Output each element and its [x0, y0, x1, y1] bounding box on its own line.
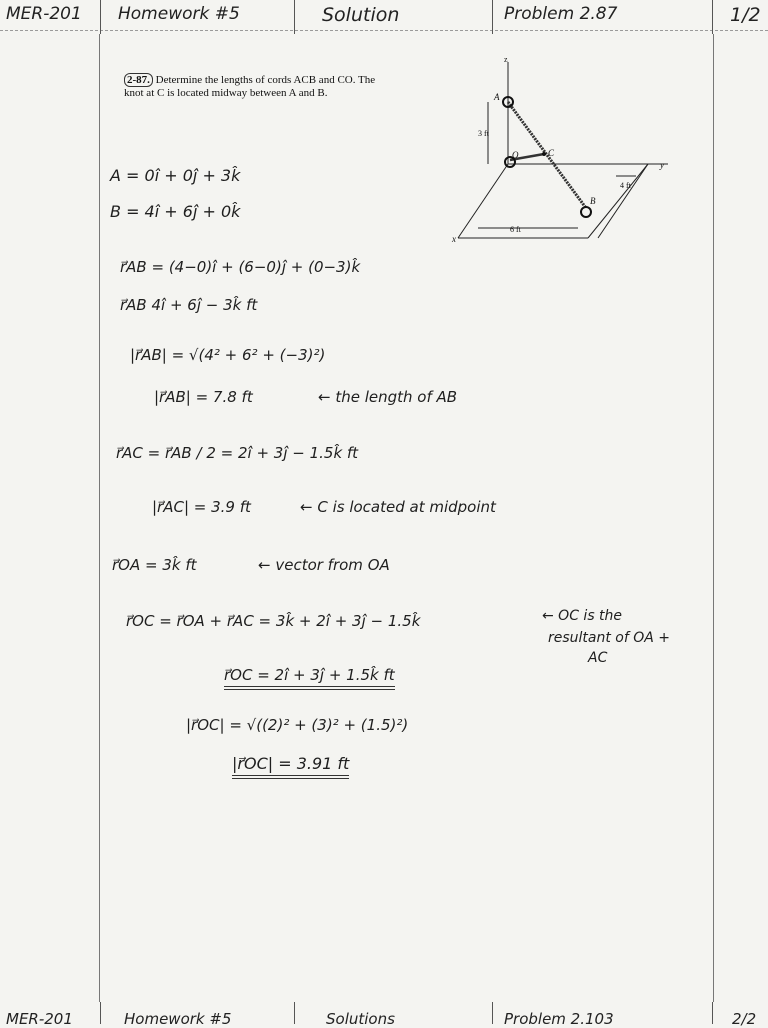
equation-r-ab: r⃗AB = (4−0)î + (6−0)ĵ + (0−3)k̂	[120, 258, 361, 276]
header-separator	[492, 0, 493, 34]
equation-magnitude-ab-value: |r⃗AB| = 7.8 ft	[154, 388, 253, 406]
page-number: 1/2	[730, 4, 761, 26]
equation-magnitude-oc: |r⃗OC| = √((2)² + (3)² + (1.5)²)	[186, 716, 409, 734]
dim-3ft-label: 3 ft	[478, 129, 489, 138]
equation-magnitude-ab: |r⃗AB| = √(4² + 6² + (−3)²)	[130, 346, 326, 364]
axis-z-label: z	[504, 55, 508, 64]
course-code: MER-201	[6, 4, 82, 24]
equation-r-oa: r⃗OA = 3k̂ ft	[112, 556, 197, 574]
footer-separator	[294, 1002, 295, 1024]
point-a-label: A	[494, 92, 500, 102]
note-midpoint: ← C is located at midpoint	[300, 498, 496, 516]
axis-x-label: x	[452, 234, 456, 244]
footer-separator	[100, 1002, 101, 1024]
footer-solution-label: Solutions	[326, 1010, 395, 1028]
footer-separator	[712, 1002, 713, 1024]
footer-homework-label: Homework #5	[124, 1010, 232, 1028]
point-o-label: O	[512, 150, 519, 160]
note-vector-oa: ← vector from OA	[258, 556, 390, 574]
equation-magnitude-ac: |r⃗AC| = 3.9 ft	[152, 498, 251, 516]
problem-label: Problem 2.87	[504, 4, 618, 24]
note-length-ab: ← the length of AB	[318, 388, 458, 406]
equation-r-ab-simplified: r⃗AB 4î + 6ĵ − 3k̂ ft	[120, 296, 258, 314]
left-margin-line	[99, 34, 100, 1002]
header-separator	[712, 0, 713, 34]
statement-line: Determine the lengths of cords ACB and CO. The	[155, 74, 376, 86]
footer-page-number: 2/2	[732, 1010, 757, 1028]
footer-separator	[492, 1002, 493, 1024]
header-divider	[0, 30, 768, 31]
footer-problem-label: Problem 2.103	[504, 1010, 614, 1028]
problem-number: 2-87.	[124, 73, 153, 87]
statement-line: knot at C is located midway between A and B.	[124, 87, 328, 99]
equation-point-a: A = 0î + 0ĵ + 3k̂	[110, 166, 241, 185]
point-b-label: B	[590, 196, 596, 206]
dim-4ft-label: 4 ft	[620, 181, 631, 190]
point-c-label: C	[548, 148, 555, 158]
homework-label: Homework #5	[118, 4, 240, 24]
note-oc-line3: AC	[588, 650, 608, 666]
equation-r-oc: r⃗OC = r⃗OA + r⃗AC = 3k̂ + 2î + 3ĵ − 1.5k̂	[126, 612, 421, 630]
equation-r-ac: r⃗AC = r⃗AB / 2 = 2î + 3ĵ − 1.5k̂ ft	[116, 444, 359, 462]
equation-point-b: B = 4î + 6ĵ + 0k̂	[110, 202, 241, 221]
equation-r-oc-result: r⃗OC = 2î + 3ĵ + 1.5k̂ ft	[224, 666, 395, 690]
right-margin-line	[713, 34, 714, 1002]
cord-diagram	[448, 52, 700, 248]
header-separator	[100, 0, 101, 34]
solution-label: Solution	[322, 4, 400, 26]
problem-statement	[124, 74, 424, 100]
note-oc-line2: resultant of OA +	[548, 630, 671, 646]
header-separator	[294, 0, 295, 34]
axis-y-label: y	[660, 160, 664, 170]
note-oc-line1: ← OC is the	[542, 608, 623, 624]
dim-6ft-label: 6 ft	[510, 225, 521, 234]
footer-course-code: MER-201	[6, 1010, 73, 1028]
equation-magnitude-oc-value: |r⃗OC| = 3.91 ft	[232, 754, 349, 779]
